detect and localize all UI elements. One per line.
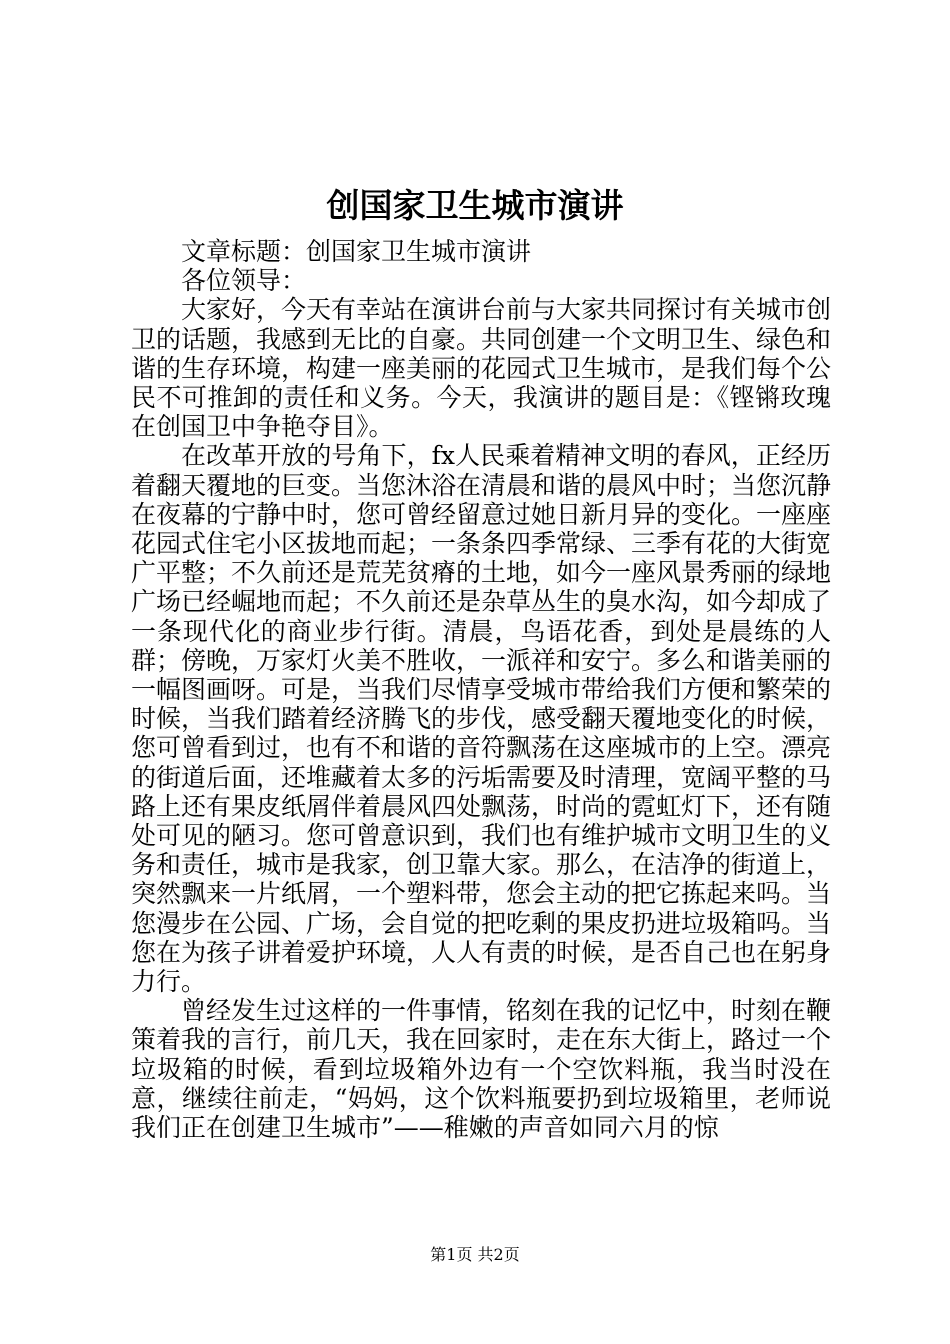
paragraph-3: 曾经发生过这样的一件事情，铭刻在我的记忆中，时刻在鞭策着我的言行，前几天，我在回家时，走在东大街上，路过一个垃圾箱的时候，看到垃圾箱外边有一个空饮料瓶，我当时没在意，继续往前走，“妈妈，这个饮料瓶要扔到垃圾箱里，老师说我们正在创建卫生城市”——稚嫩的声音如同六月的惊 — [131, 996, 832, 1143]
document-title: 创国家卫生城市演讲 — [326, 186, 624, 225]
salutation: 各位领导： — [181, 266, 307, 296]
page-number-footer: 第1页 共2页 — [430, 1245, 520, 1264]
document-body — [131, 237, 831, 1142]
paragraph-1: 大家好，今天有幸站在演讲台前与大家共同探讨有关城市创卫的话题，我感到无比的自豪。共同创建一个文明卫生、绿色和谐的生存环境，构建一座美丽的花园式卫生城市，是我们每个公民不可推卸的责任和义务。今天，我演讲的题目是：《铿锵玫瑰在创国卫中争艳夺目》。 — [131, 295, 832, 442]
meta-line: 文章标题：创国家卫生城市演讲 — [181, 237, 532, 266]
paragraph-2: 在改革开放的号角下，fx人民乘着精神文明的春风，正经历着翻天覆地的巨变。当您沐浴在清晨和谐的晨风中时；当您沉静在夜幕的宁静中时，您可曾经留意过她日新月异的变化。一座座花园式住宅小区拔地而起；一条条四季常绿、三季有花的大街宽广平整；不久前还是荒芜贫瘠的土地，如今一座风景秀丽的绿地广场已经崛地而起；不久前还是杂草丛生的臭水沟，如今却成了一条现代化的商业步行街。清晨，鸟语花香，到处是晨练的人群；傍晚，万家灯火美不胜收，一派祥和安宁。多么和谐美丽的一幅图画呀。可是，当我们尽情享受城市带给我们方便和繁荣的时候，当我们踏着经济腾飞的步伐，感受翻天覆地变化的时候，您可曾看到过，也有不和谐的音符飘荡在这座城市的上空。漂亮的街道后面，还堆藏着太多的污垢需要及时清理，宽阔平整的马路上还有果皮纸屑伴着晨风四处飘荡，时尚的霓虹灯下，还有随处可见的陋习。您可曾意识到，我们也有维护城市文明卫生的义务和责任，城市是我家，创卫靠大家。那么，在洁净的街道上，突然飘来一片纸屑，一个塑料带，您会主动的把它拣起来吗。当您漫步在公园、广场，会自觉的把吃剩的果皮扔进垃圾箱吗。当您在为孩子讲着爱护环境，人人有责的时候，是否自己也在躬身力行。 — [131, 441, 832, 997]
